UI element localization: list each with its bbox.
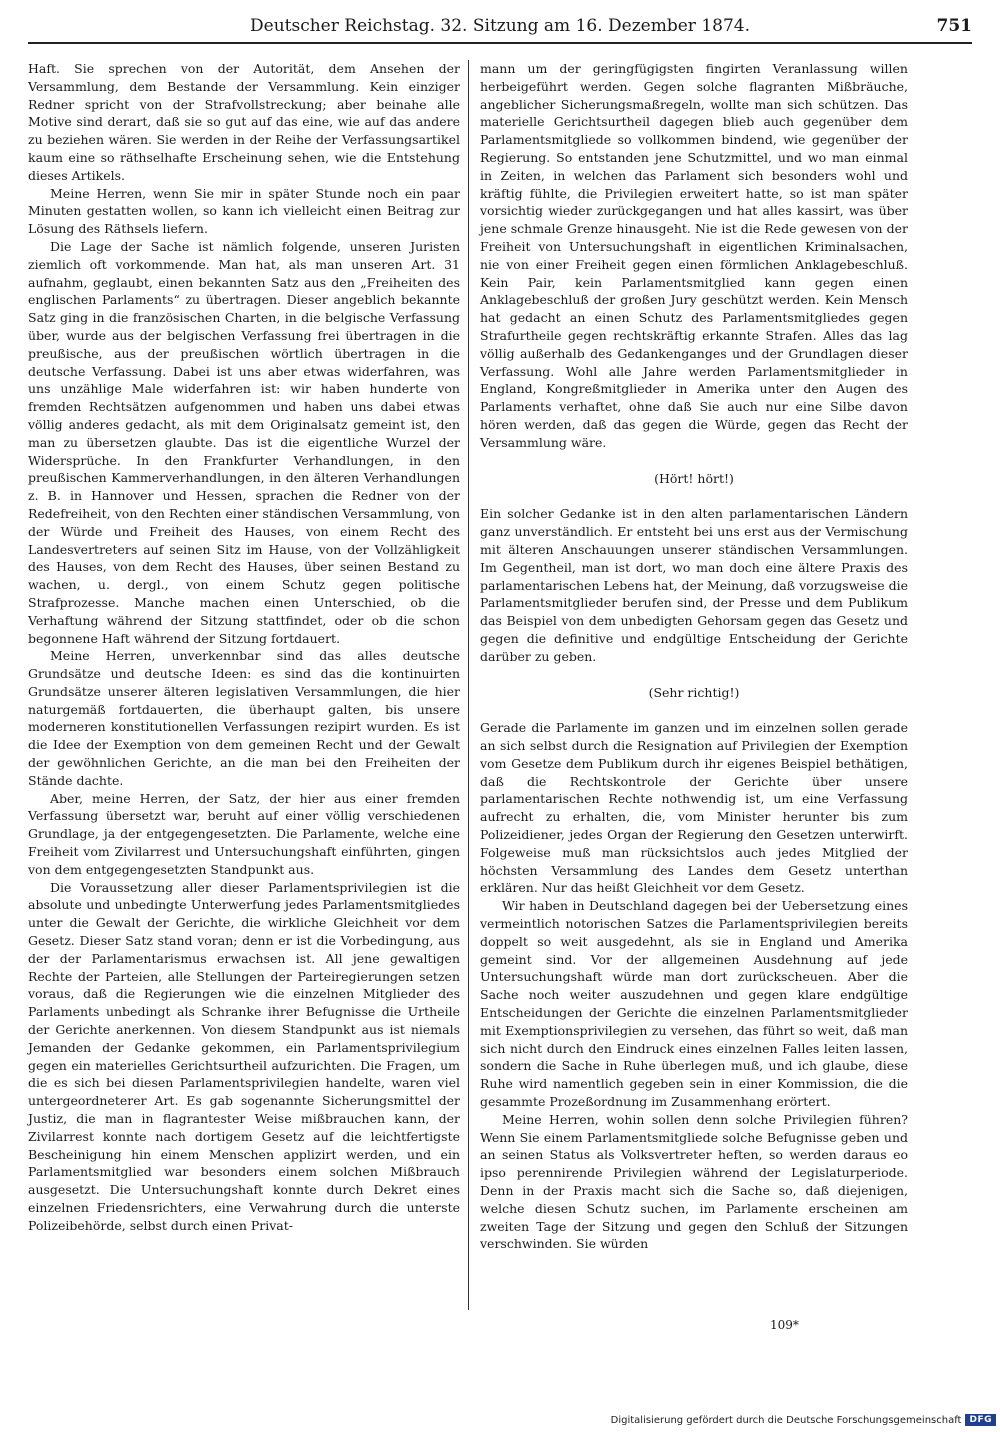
page-number: 751 — [936, 16, 972, 36]
header-rule — [28, 42, 972, 44]
paragraph: Meine Herren, unverkennbar sind das alles deutsche Grundsätze und deutsche Ideen: es sind das die kontinuirten Grundsätze unserer älteren legislativen Versammlungen, die hier naturgemäß fortdauerten, die überhaupt galten, bis unsere moderneren konstitutionellen Verfassungen rezipirt wurden. Es ist die Idee der Exemption von dem gemeinen Recht und der Gewalt der gewöhnlichen Gerichte, an die man bei den Freiheiten der Stände dachte. — [28, 648, 460, 788]
footer — [611, 1412, 996, 1428]
paragraph: Die Voraussetzung aller dieser Parlamentsprivilegien ist die absolute und unbedingte Unterwerfung jedes Parlamentsmitgliedes unter die Gewalt der Gerichte, die wirkliche Gleichheit vor dem Gesetz. Dieser Satz stand voran; denn er ist die Vorbedingung, aus der der Parlamentarismus erwachsen ist. All jene gewaltigen Rechte der Parteien, alle Stellungen der Parteiregierungen setzen voraus, daß die Regierungen wie die einzelnen Mitglieder des Parlaments unbedingt als Schranke ihrer Befugnisse die Urtheile der Gerichte anerkennen. Von diesem Standpunkt aus ist niemals Jemanden der Gedanke gekommen, ein Parlamentsprivilegium gegen ein materielles Gerichtsurtheil aufzurichten. Die Fragen, um die es sich bei diesen Parlamentsprivilegien handelte, waren viel untergeordneterer Art. Es gab sogenannte Sicherungsmittel der Justiz, die man in flagrantester Weise mißbrauchen kann, der Zivilarrest konnte nach dortigem Gesetz auf die leichtfertigste Bescheinigung hin einem Menschen applizirt werden, und ein Parlamentsmitglied war besonders einem solchen Mißbrauch ausgesetzt. Die Untersuchungshaft konnte durch Dekret eines einzelnen Friedensrichters, eine Verwahrung durch die unterste Polizeibehörde, selbst durch einen Privat- — [28, 879, 460, 1233]
paragraph: Aber, meine Herren, der Satz, der hier aus einer fremden Verfassung übersetzt war, beruht auf einer völlig verschiedenen Grundlage, ja der entgegengesetzten. Die Parlamente, welche eine Freiheit vom Zivilarrest und Untersuchungshaft einführten, gingen von dem entgegengesetzten Standpunkt aus. — [28, 790, 460, 877]
interjection: (Sehr richtig!) — [648, 684, 740, 700]
dfg-logo: DFG — [965, 1414, 996, 1426]
interjection: (Hört! hört!) — [654, 470, 734, 486]
paragraph: Meine Herren, wohin sollen denn solche Privilegien führen? Wenn Sie einem Parlamentsmitgliede solche Befugnisse geben und an seinen Status als Volksvertreter heften, so werden daraus eo ipso perennirende Privilegien während der Legislaturperiode. Denn in der Praxis macht sich die Sache so, daß diejenigen, welche diesen Schutz suchen, im Parlamente erscheinen am zweiten Tage der Sitzung und gegen den Schluß der Sitzungen verschwinden. Sie würden — [480, 1111, 908, 1252]
paragraph: Meine Herren, wenn Sie mir in später Stunde noch ein paar Minuten gestatten wollen, so kann ich vielleicht einen Beitrag zur Lösung des Räthsels liefern. — [28, 185, 460, 237]
column-divider — [468, 60, 469, 1310]
paragraph: Haft. Sie sprechen von der Autorität, dem Ansehen der Versammlung, dem Bestande der Versammlung. Kein einziger Redner spricht von der Strafvollstreckung; aber beinahe alle Motive sind derart, daß sie so gut auf das eine, wie auf das andere zu beziehen wären. Sie werden in der Reihe der Verfassungsartikel kaum eine so räthselhafte Erscheinung sehen, wie die Entstehung dieses Artikels. — [28, 61, 460, 183]
paragraph: Ein solcher Gedanke ist in den alten parlamentarischen Ländern ganz unverständlich. Er entsteht bei uns erst aus der Vermischung mit älteren Anschauungen unserer ständischen Versammlungen. Im Gegentheil, man ist dort, wo man doch eine ältere Praxis des parlamentarischen Lebens hat, der Meinung, daß vorzugsweise die Parlamentsmitglieder berufen sind, der Presse und dem Publikum das Beispiel von dem unbedigten Gehorsam gegen das Gesetz und gegen die definitive und endgültige Entscheidung der Gerichte darüber zu geben. — [480, 506, 908, 664]
paragraph: Die Lage der Sache ist nämlich folgende, unseren Juristen ziemlich oft vorkommende. Man hat, als man unseren Art. 31 aufnahm, geglaubt, einen bekannten Satz aus den „Freiheiten des englischen Parlaments“ zu übertragen. Dieser angeblich bekannte Satz ging in die französischen Charten, in die belgische Verfassung über, wurde aus der belgischen Verfassung frei übertragen in die preußische, aus der preußischen wörtlich übertragen in die deutsche Verfassung. Dabei ist uns aber etwas widerfahren, was uns unzählige Male widerfahren ist: wir haben hunderte von fremden Rechtsätzen aufgenommen und haben uns dabei etwas völlig anderes gedacht, als mit dem Originalsatz gemeint ist, den man zu übersetzen glaubte. Das ist die eigentliche Wurzel der Widersprüche. In den Frankfurter Verhandlungen, in den preußischen Kammerverhandlungen, in den älteren Verhandlungen z. B. in Hannover und Hessen, sprachen die Redner von der Redefreiheit, von den Rechten einer ständischen Versammlung, von der Würde und Freiheit des Hauses, von einem Recht des Landesvertreters auf seinen Sitz im Hause, von der Vollzähligkeit des Hauses, von dem Recht des Hauses, über seinen Bestand zu wachen, u. dergl., von einem Schutz gegen politische Strafprozesse. Manche machen einen Unterschied, ob die Verhaftung während der Sitzung stattfindet, oder ob die schon begonnene Haft während der Sitzung fortdauert. — [28, 238, 460, 646]
running-title: Deutscher Reichstag. 32. Sitzung am 16. Dezember 1874. — [250, 16, 750, 36]
page-header — [28, 14, 972, 38]
right-column — [480, 60, 908, 1253]
paragraph: Gerade die Parlamente im ganzen und im einzelnen sollen gerade an sich selbst durch die Resignation auf Privilegien der Exemption vom Gesetze dem Publikum durch ihr eigenes Beispiel bethätigen, daß die Rechtskontrole der Gerichte über unsere parlamentarischen Rechte nothwendig ist, um eine Verfassung aufrecht zu erhalten, die, vom Minister herunter bis zum Polizeidiener, jedes Organ der Regierung den Gesetzen unterwirft. Folgeweise muß man rücksichtslos auch jedes Mitglied der höchsten Versammlung des Landes dem Gesetz unterthan erklären. Nur das heißt Gleichheit vor dem Gesetz. — [480, 720, 908, 896]
footer-text: Digitalisierung gefördert durch die Deutsche Forschungsgemeinschaft — [610, 1414, 962, 1426]
signature-mark: 109* — [770, 1318, 799, 1332]
paragraph: Wir haben in Deutschland dagegen bei der Uebersetzung eines vermeintlich notorischen Satzes die Parlamentsprivilegien bereits doppelt so weit ausgedehnt, als sie in England und Amerika gemeint sind. Vor der allgemeinen Ausdehnung auf jede Untersuchungshaft würde man dort zurückscheuen. Aber die Sache noch weiter auszudehnen und gegen klare endgültige Entscheidungen der Gerichte die einzelnen Parlamentsmitglieder mit Exemptionsprivilegien zu versehen, das führt so weit, daß man sich nicht durch den Eindruck eines einzelnen Falles leiten lassen, sondern die Sache in Ruhe überlegen muß, und ich glaube, diese Ruhe wird namentlich gegeben sein in einer Kommission, die die gesammte Prozeßordnung im Zusammenhang erörtert. — [480, 898, 908, 1110]
paragraph: mann um der geringfügigsten fingirten Veranlassung willen herbeigeführt werden. Gegen solche flagranten Mißbräuche, angeblicher Sicherungsmaßregeln, wollte man sich schützen. Das materielle Gerichtsurtheil dagegen blieb auch gegenüber dem Parlamentsmitgliede so vollkommen bindend, wie gegenüber der Regierung. So entstanden jene Schutzmittel, und wo man einmal in Zeiten, in welchen das Parlament sich besonders wohl und kräftig fühlte, die Privilegien erweitert hatte, so ist man später vorsichtig wieder zurückgegangen und hat alles kassirt, was über jene schmale Grenze hinausgeht. Nie ist die Rede gewesen von der Freiheit von Untersuchungshaft in eigentlichen Kriminalsachen, nie von einer Freiheit gegen einen förmlichen Anklagebeschluß. Kein Pair, kein Parlamentsmitglied kann gegen einen Anklagebeschluß der großen Jury geschützt werden. Kein Mensch hat gedacht an einen Schutz des Parlamentsmitgliedes gegen Strafurtheile gegen rechtskräftig erkannte Strafen. Alles das lag völlig außerhalb des Gedankenganges und der Grundlagen dieser Verfassung. Wohl alle Jahre werden Parlamentsmitglieder in England, Kongreßmitglieder in Amerika unter den Augen des Parlaments verhaftet, ohne daß Sie auch nur eine Silbe davon hören werden, daß das gegen die Würde, gegen das Recht der Versammlung wäre. — [480, 61, 908, 450]
left-column — [28, 60, 460, 1235]
